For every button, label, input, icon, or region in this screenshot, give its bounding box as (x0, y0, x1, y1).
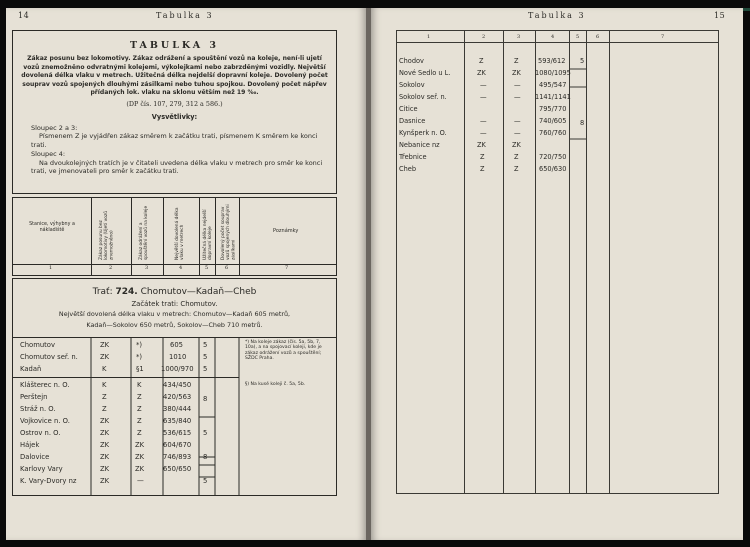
row-station: Karlovy Vary (20, 465, 63, 473)
col-num-1: 1 (49, 265, 53, 271)
row-station: Cheb (399, 165, 417, 173)
row-c3: — (514, 93, 521, 101)
row-station: Nové Sedlo u L. (399, 69, 451, 77)
row-c2: K (102, 365, 107, 373)
table-title: TABULKA 3 (129, 40, 220, 51)
right-running-head: Tabulka 3 (528, 11, 586, 20)
row-c3: ZK (135, 441, 145, 449)
row-c3: Z (137, 417, 142, 425)
row-station: Chomutov seř. n. (20, 353, 78, 361)
row-c2: ZK (477, 69, 486, 77)
row-station: Kynšperk n. O. (399, 129, 447, 137)
row-station: Vojkovice n. O. (20, 417, 70, 425)
route-length-note-2: Kadaň—Sokolov 650 metrů, Sokolov—Cheb 710 metrů. (86, 320, 263, 329)
row-c4: 604/670 (163, 441, 192, 449)
row-c4: 420/563 (163, 393, 192, 401)
row-c3: ZK (135, 453, 145, 461)
route-title-prefix: Trať: (92, 287, 113, 297)
route-length-note-1: Největší dovolená délka vlaku v metrech: Chomutov—Kadaň 605 metrů, (58, 310, 291, 318)
row-c2: ZK (100, 465, 110, 473)
row-station: Klášterec n. O. (20, 381, 70, 389)
explanations-heading: Vysvětlivky: (151, 112, 198, 121)
route-title (13, 287, 336, 297)
row-c3: Z (514, 153, 519, 161)
row-c2: ZK (100, 353, 110, 361)
row-c3: K (137, 381, 142, 389)
row-c3: *) (136, 353, 143, 361)
row-c4: 593/612 (538, 57, 566, 65)
route-name: Chomutov—Kadaň—Cheb (140, 287, 257, 297)
row-station: K. Vary-Dvory nz (20, 477, 77, 485)
row-c2: Z (480, 165, 485, 173)
header-col-1: Stanice, výhybny a nákladiště (29, 222, 75, 233)
row-c2: — (480, 129, 487, 137)
row-station: Citice (399, 105, 418, 113)
col-num-6: 6 (225, 265, 229, 271)
col-num-4: 4 (551, 34, 555, 40)
row-c3: Z (514, 57, 519, 65)
header-col-2: Zákaz posunu bez lokomotivy (Ujetí vozů znemožněno) (99, 210, 115, 260)
remark-1: *) Na koleje zákaz (čís. 5a, 5b, 7, 10a), a na spojovací koleji, kde je zákaz odrážení vozů a spouštění; SŽDC Praha. (245, 340, 322, 362)
row-c4: 495/547 (539, 81, 567, 89)
row-station: Nebanice nz (399, 141, 440, 149)
row-station: Stráž n. O. (20, 405, 56, 413)
row-c5: 5 (203, 429, 208, 437)
row-c2: ZK (477, 141, 486, 149)
row-station: Chodov (399, 57, 424, 65)
row-c3: §1 (136, 365, 144, 373)
explanation-2-text: Na dvoukolejných tratích je v čitateli uvedena délka vlaku v metrech pro směr ke konci trati, ve jmenovateli pro směr k začátku trati. (31, 158, 323, 176)
row-station: Perštejn (20, 393, 48, 401)
row-station: Sokolov (399, 81, 425, 89)
row-c4: 1080/1095 (535, 69, 571, 77)
row-c4: 536/615 (163, 429, 192, 437)
row-c5: 5 (203, 365, 208, 373)
header-col-5: Užitečná délka nejdelší dopravní koleje (203, 209, 214, 260)
row-c5: 8 (580, 119, 585, 127)
row-c4: 760/760 (539, 129, 567, 137)
row-c3: Z (514, 165, 519, 173)
row-station: Ostrov n. O. (20, 429, 61, 437)
row-c2: ZK (100, 341, 110, 349)
col-num-4: 4 (179, 265, 183, 271)
row-c5: 8 (203, 453, 208, 461)
row-c4: 720/750 (539, 153, 567, 161)
col-num-7: 7 (285, 265, 289, 271)
explanation-1-text: Písmenem Z je vyjádřen zákaz směrem k začátku trati, písmenem K směrem ke konci trati. (31, 132, 318, 149)
row-c3: Z (137, 393, 142, 401)
header-col-3: Zákaz odrážení a spouštění vozů na koleje (139, 205, 150, 260)
col-num-5: 5 (205, 265, 209, 271)
col-num-1: 1 (427, 34, 431, 40)
table-info-box (12, 30, 337, 194)
row-c2: — (480, 93, 487, 101)
route-number: 724. (115, 287, 138, 297)
row-c3: ZK (512, 69, 521, 77)
header-col-4: Největší dovolená délka vlaku v metrech (175, 207, 186, 260)
row-c5: 5 (203, 353, 208, 361)
row-c3: — (514, 81, 521, 89)
row-c3: — (137, 477, 144, 485)
header-col-7: Poznámky (273, 228, 299, 234)
row-c2: Z (480, 153, 485, 161)
row-c4: 605 (170, 341, 183, 349)
row-c2: ZK (100, 453, 110, 461)
row-c3: Z (137, 405, 142, 413)
row-station: Dasnice (399, 117, 426, 125)
row-c2: ZK (100, 417, 110, 425)
col-num-3: 3 (145, 265, 149, 271)
row-c5: 8 (203, 395, 208, 403)
row-c3: *) (136, 341, 143, 349)
row-c3: ZK (135, 465, 145, 473)
col-num-5: 5 (576, 34, 580, 40)
row-c4: 650/630 (539, 165, 567, 173)
row-station: Dalovice (20, 453, 50, 461)
row-station: Kadaň (20, 365, 42, 373)
row-c4: 380/444 (163, 405, 192, 413)
explanation-2-head: Sloupec 4: (31, 150, 66, 159)
row-c2: Z (479, 57, 484, 65)
col-num-2: 2 (109, 265, 113, 271)
row-c2: — (480, 117, 487, 125)
row-c2: K (102, 381, 107, 389)
row-station: Sokolov seř. n. (399, 93, 447, 101)
row-c3: — (514, 117, 521, 125)
row-c4: 635/840 (163, 417, 192, 425)
row-c4: 746/893 (163, 453, 192, 461)
row-c4: 740/605 (539, 117, 567, 125)
row-station: Chomutov (20, 341, 55, 349)
header-col-6: Dovolený počet souprav vozů spojených dlouhými zásilkami (221, 204, 237, 260)
table-description: Zákaz posunu bez lokomotivy. Zákaz odrážení a spouštění vozů na koleje, není-li ujetí vozů znemožněno odvratnými kolejemi, výkolejkami nebo zabrzděnými vozidly. Největší dovolená délka vlaku v metrech. Užitečná délka nejdelší dopravní koleje. Dovolený počet souprav vozů spojených dlouhými zásilkami nebo tuhou spojkou. Dovolený počet nápřev přídaných lok. vlaku na sklonu větším než 19 ‰. (21, 55, 328, 97)
left-page-number: 14 (18, 11, 30, 20)
col-num-6: 6 (596, 34, 600, 40)
explanation-1-head: Sloupec 2 a 3: (31, 123, 78, 132)
regulation-reference: (DP čís. 107, 279, 312 a 586.) (126, 99, 223, 108)
route-start: Začátek trati: Chomutov. (131, 300, 218, 308)
col-num-3: 3 (517, 34, 521, 40)
row-c4: 1141/1141 (535, 93, 571, 101)
row-c4: 795/770 (539, 105, 567, 113)
row-c4: 1000/970 (161, 365, 194, 373)
column-header-box (12, 197, 337, 276)
row-station: Hájek (20, 441, 40, 449)
row-c4: 434/450 (163, 381, 192, 389)
row-c2: — (480, 81, 487, 89)
row-c5: 5 (203, 341, 208, 349)
row-c4: 650/650 (163, 465, 192, 473)
row-c2: Z (102, 405, 107, 413)
row-station: Třebnice (399, 153, 427, 161)
row-c2: ZK (100, 429, 110, 437)
row-c2: ZK (100, 441, 110, 449)
row-c5: 5 (203, 477, 208, 485)
col-num-2: 2 (482, 34, 486, 40)
row-c3: — (514, 129, 521, 137)
row-c3: ZK (512, 141, 521, 149)
remark-2: §) Na kusé koleji č. 5a, 5b. (245, 382, 306, 387)
row-c2: ZK (100, 477, 110, 485)
row-c5: 5 (580, 57, 585, 65)
row-c2: Z (102, 393, 107, 401)
col-num-7: 7 (661, 34, 665, 40)
row-c4: 1010 (169, 353, 187, 361)
right-page-number: 15 (714, 11, 726, 20)
left-running-head: Tabulka 3 (156, 11, 214, 20)
row-c3: Z (137, 429, 142, 437)
